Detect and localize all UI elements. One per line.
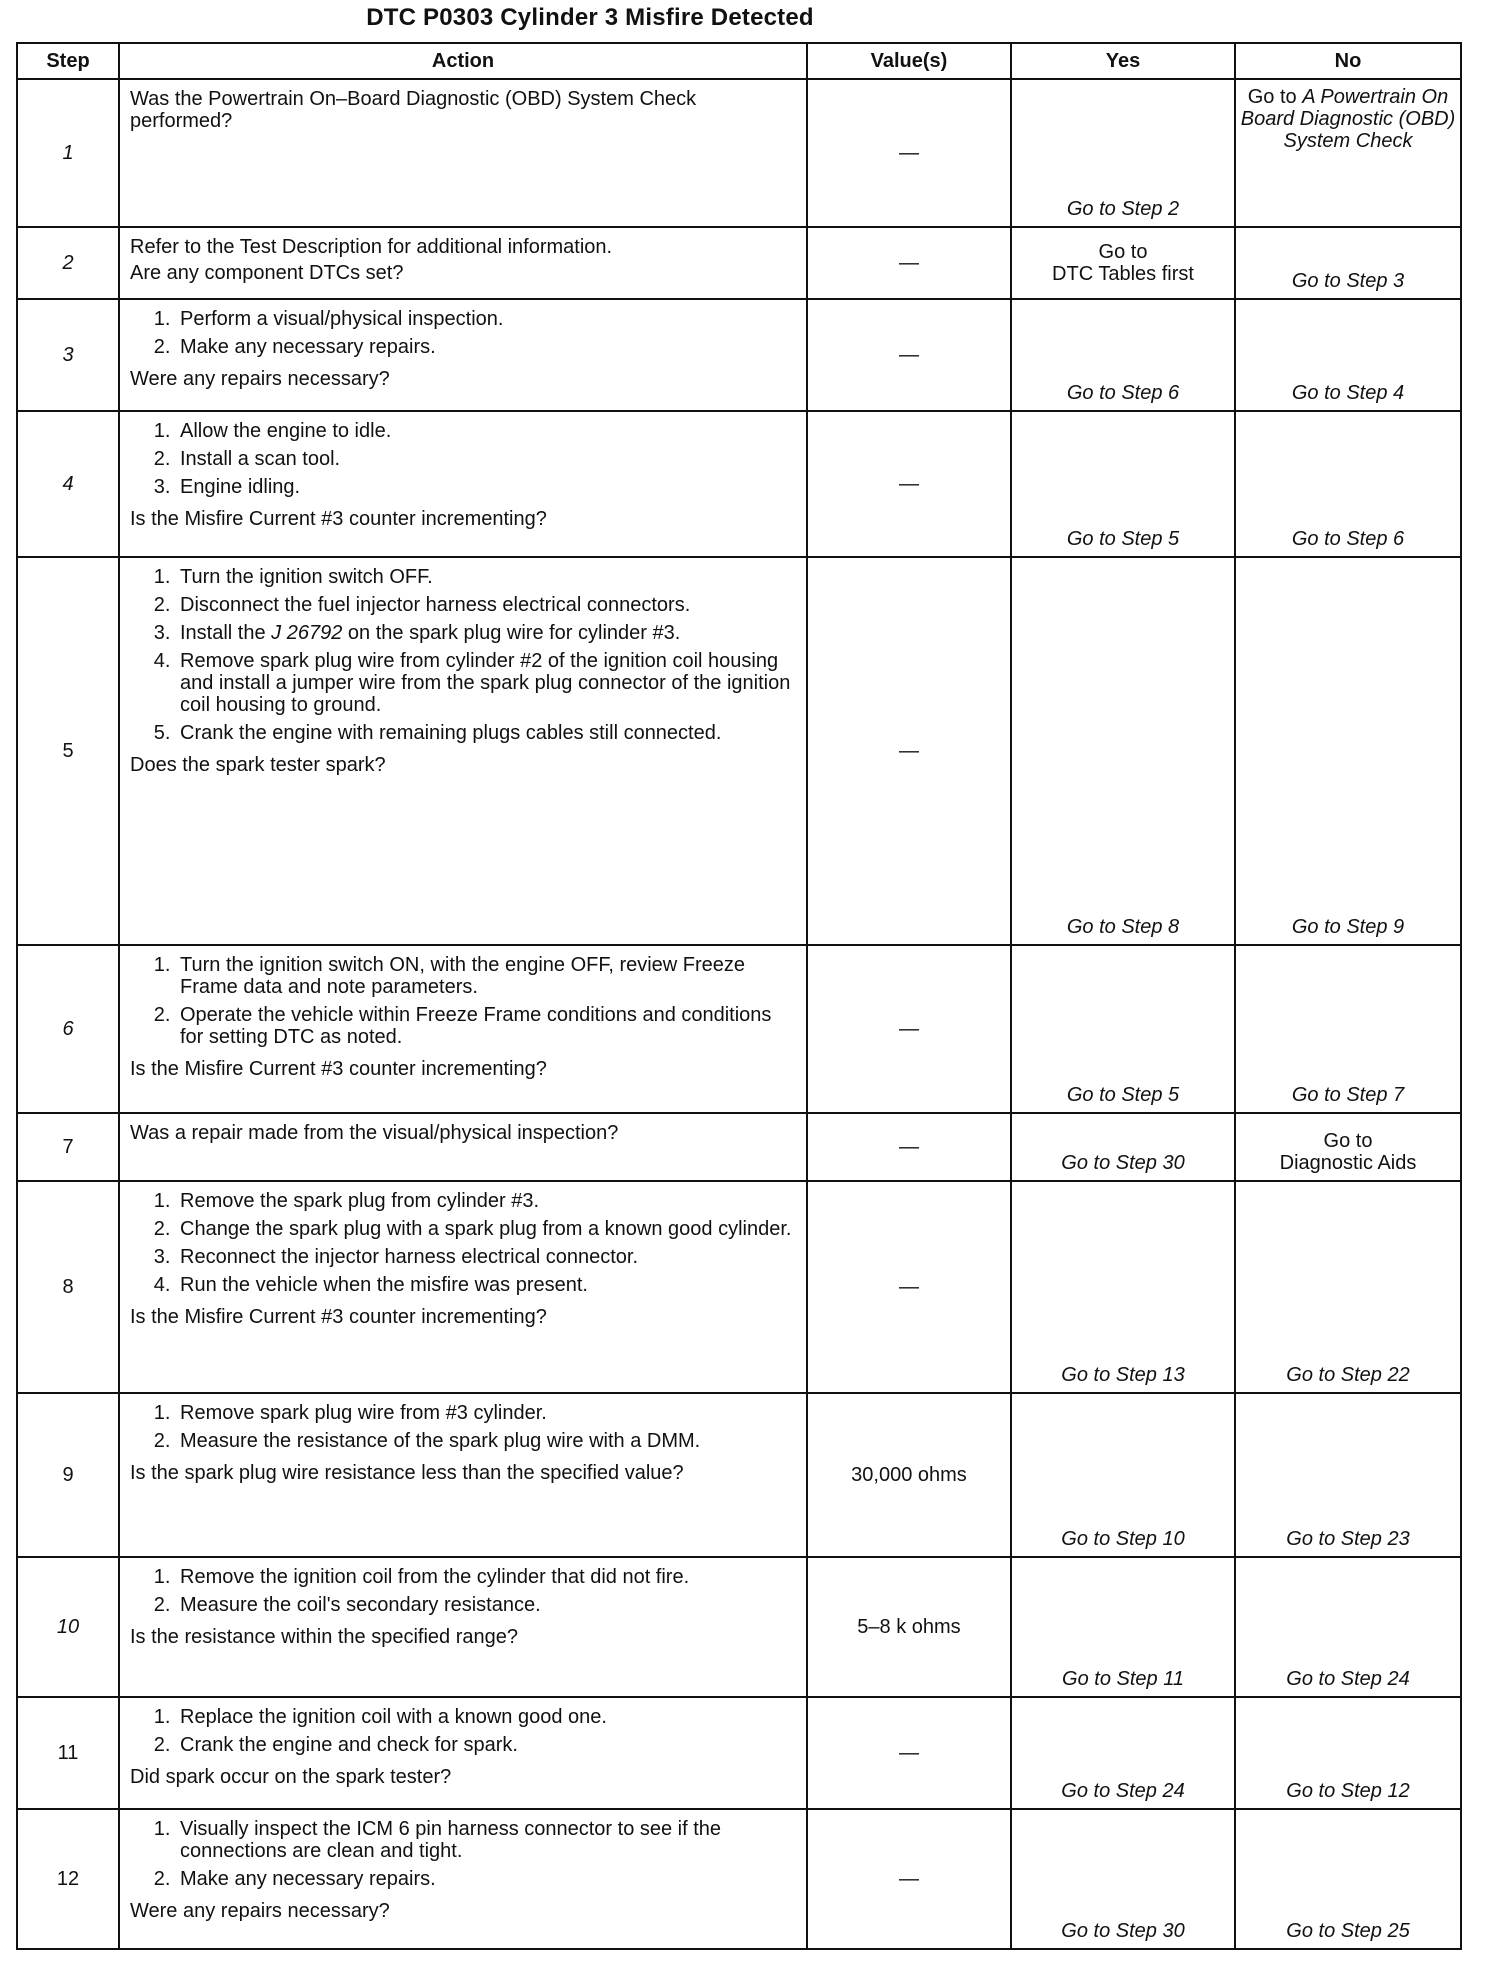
no-go-to: Go to Step 6 bbox=[1235, 411, 1461, 557]
action-step: 1. Visually inspect the ICM 6 pin harness connector to see if the connections are clean and tight. bbox=[176, 1818, 798, 1862]
no-go-to: Go to Step 4 bbox=[1235, 299, 1461, 411]
action-cell bbox=[119, 227, 807, 299]
yes-go-to: Go to Step 8 bbox=[1011, 557, 1235, 945]
action-cell bbox=[119, 1181, 807, 1393]
no-go-to: Go to Step 3 bbox=[1235, 227, 1461, 299]
action-steps bbox=[130, 1566, 798, 1622]
value-cell: 5–8 k ohms bbox=[807, 1557, 1011, 1697]
action-step: 2. Operate the vehicle within Freeze Frame conditions and conditions for setting DTC as noted. bbox=[176, 1004, 798, 1048]
action-question: Were any repairs necessary? bbox=[130, 1900, 390, 1922]
yes-go-to: Go to Step 13 bbox=[1011, 1181, 1235, 1393]
yes-go-to: Go to Step 30 bbox=[1011, 1113, 1235, 1181]
yes-go-to: Go to Step 5 bbox=[1011, 411, 1235, 557]
action-step: 1. Remove the spark plug from cylinder #3. bbox=[176, 1190, 798, 1212]
yes-go-to: Go to Step 5 bbox=[1011, 945, 1235, 1113]
table-row-step-11 bbox=[17, 1697, 1461, 1809]
header-step: Step bbox=[17, 43, 119, 79]
action-step: 2. Measure the resistance of the spark plug wire with a DMM. bbox=[176, 1430, 798, 1452]
yes-go-to-line2: DTC Tables first bbox=[1052, 263, 1194, 285]
diagnostic-table bbox=[16, 42, 1462, 1950]
action-step: 2. Make any necessary repairs. bbox=[176, 336, 798, 358]
action-question: Did spark occur on the spark tester? bbox=[130, 1766, 452, 1788]
action-step-text: on the spark plug wire for cylinder #3. bbox=[342, 622, 681, 644]
table-row-step-5 bbox=[17, 557, 1461, 945]
action-step: 3. Engine idling. bbox=[176, 476, 798, 498]
action-step: 2. Disconnect the fuel injector harness electrical connectors. bbox=[176, 594, 798, 616]
action-step: 4. Remove spark plug wire from cylinder #2 of the ignition coil housing and install a jumper wire from the spark plug connector of the ignition coil housing to ground. bbox=[176, 650, 798, 716]
step-number: 11 bbox=[17, 1697, 119, 1809]
action-step: 1. Remove the ignition coil from the cylinder that did not fire. bbox=[176, 1566, 798, 1588]
table-row-step-12 bbox=[17, 1809, 1461, 1949]
action-step: 2. Crank the engine and check for spark. bbox=[176, 1734, 798, 1756]
tool-number: J 26792 bbox=[271, 622, 343, 644]
action-step: 4. Run the vehicle when the misfire was present. bbox=[176, 1274, 798, 1296]
step-number: 8 bbox=[17, 1181, 119, 1393]
table-row-step-3 bbox=[17, 299, 1461, 411]
step-number: 4 bbox=[17, 411, 119, 557]
action-step: 1. Turn the ignition switch OFF. bbox=[176, 566, 798, 588]
action-steps bbox=[130, 1706, 798, 1762]
table-row-step-8 bbox=[17, 1181, 1461, 1393]
value-cell: — bbox=[807, 945, 1011, 1113]
action-cell bbox=[119, 557, 807, 945]
action-question: Is the spark plug wire resistance less than the specified value? bbox=[130, 1462, 684, 1484]
value-cell: — bbox=[807, 1113, 1011, 1181]
value-cell: — bbox=[807, 1697, 1011, 1809]
action-step: 1. Perform a visual/physical inspection. bbox=[176, 308, 798, 330]
action-text: Was a repair made from the visual/physical inspection? bbox=[130, 1122, 619, 1144]
step-number: 7 bbox=[17, 1113, 119, 1181]
step-number: 2 bbox=[17, 227, 119, 299]
no-go-to-prefix: Go to bbox=[1247, 86, 1303, 108]
step-number: 9 bbox=[17, 1393, 119, 1557]
action-question: Is the Misfire Current #3 counter incrementing? bbox=[130, 508, 547, 530]
table-row-step-4 bbox=[17, 411, 1461, 557]
action-cell bbox=[119, 1393, 807, 1557]
action-step: 2. Measure the coil's secondary resistance. bbox=[176, 1594, 798, 1616]
action-steps bbox=[130, 566, 798, 750]
yes-go-to: Go to Step 2 bbox=[1011, 79, 1235, 227]
action-step bbox=[176, 622, 798, 644]
table-row-step-1 bbox=[17, 79, 1461, 227]
table-row-step-9 bbox=[17, 1393, 1461, 1557]
value-cell: — bbox=[807, 1181, 1011, 1393]
yes-go-to: Go to Step 11 bbox=[1011, 1557, 1235, 1697]
action-step: 1. Remove spark plug wire from #3 cylinder. bbox=[176, 1402, 798, 1424]
value-cell: 30,000 ohms bbox=[807, 1393, 1011, 1557]
action-steps bbox=[130, 308, 798, 364]
no-go-to: Go to Step 22 bbox=[1235, 1181, 1461, 1393]
value-cell: — bbox=[807, 299, 1011, 411]
header-no: No bbox=[1235, 43, 1461, 79]
action-cell bbox=[119, 299, 807, 411]
table-row-step-2 bbox=[17, 227, 1461, 299]
header-values: Value(s) bbox=[807, 43, 1011, 79]
action-question: Is the Misfire Current #3 counter incrementing? bbox=[130, 1306, 547, 1328]
no-go-to: Go to Step 25 bbox=[1235, 1809, 1461, 1949]
step-number: 12 bbox=[17, 1809, 119, 1949]
action-cell bbox=[119, 1809, 807, 1949]
action-cell bbox=[119, 1113, 807, 1181]
action-step: 1. Turn the ignition switch ON, with the engine OFF, review Freeze Frame data and note parameters. bbox=[176, 954, 798, 998]
action-step-text: Install the bbox=[180, 622, 272, 644]
table-row-step-10 bbox=[17, 1557, 1461, 1697]
action-step: 3. Reconnect the injector harness electrical connector. bbox=[176, 1246, 798, 1268]
yes-go-to: Go to Step 10 bbox=[1011, 1393, 1235, 1557]
yes-go-to bbox=[1011, 227, 1235, 299]
value-cell: — bbox=[807, 227, 1011, 299]
action-cell bbox=[119, 1697, 807, 1809]
action-steps bbox=[130, 954, 798, 1054]
no-go-to bbox=[1235, 79, 1461, 227]
action-question: Does the spark tester spark? bbox=[130, 754, 386, 776]
header-row bbox=[17, 43, 1461, 79]
header-yes: Yes bbox=[1011, 43, 1235, 79]
step-number: 1 bbox=[17, 79, 119, 227]
table-row-step-7 bbox=[17, 1113, 1461, 1181]
action-steps bbox=[130, 1402, 798, 1458]
action-question: Is the resistance within the specified range? bbox=[130, 1626, 518, 1648]
action-step: 2. Change the spark plug with a spark plug from a known good cylinder. bbox=[176, 1218, 798, 1240]
page-title: DTC P0303 Cylinder 3 Misfire Detected bbox=[366, 4, 814, 31]
no-go-to bbox=[1235, 1113, 1461, 1181]
action-step: 5. Crank the engine with remaining plugs cables still connected. bbox=[176, 722, 798, 744]
action-question: Were any repairs necessary? bbox=[130, 368, 390, 390]
action-steps bbox=[130, 1190, 798, 1302]
yes-go-to: Go to Step 6 bbox=[1011, 299, 1235, 411]
action-steps bbox=[130, 1818, 798, 1896]
step-number: 3 bbox=[17, 299, 119, 411]
action-text: Was the Powertrain On–Board Diagnostic (OBD) System Check performed? bbox=[130, 88, 697, 132]
value-cell: — bbox=[807, 1809, 1011, 1949]
value-cell: — bbox=[807, 79, 1011, 227]
action-text: Refer to the Test Description for additional information. bbox=[130, 236, 613, 258]
yes-go-to: Go to Step 30 bbox=[1011, 1809, 1235, 1949]
step-number: 10 bbox=[17, 1557, 119, 1697]
table-row-step-6 bbox=[17, 945, 1461, 1113]
no-go-to-line1: Go to bbox=[1323, 1130, 1373, 1152]
no-go-to: Go to Step 12 bbox=[1235, 1697, 1461, 1809]
no-go-to: Go to Step 7 bbox=[1235, 945, 1461, 1113]
no-go-to: Go to Step 24 bbox=[1235, 1557, 1461, 1697]
action-step: 2. Install a scan tool. bbox=[176, 448, 798, 470]
action-cell bbox=[119, 945, 807, 1113]
action-question: Is the Misfire Current #3 counter incrementing? bbox=[130, 1058, 547, 1080]
step-number: 6 bbox=[17, 945, 119, 1113]
yes-go-to-line1: Go to bbox=[1098, 241, 1148, 263]
header-action: Action bbox=[119, 43, 807, 79]
action-steps bbox=[130, 420, 798, 504]
no-go-to-link: A Powertrain On Board Diagnostic (OBD) System Check bbox=[1240, 86, 1456, 152]
action-cell bbox=[119, 79, 807, 227]
action-step: 1. Allow the engine to idle. bbox=[176, 420, 798, 442]
value-cell: — bbox=[807, 557, 1011, 945]
no-go-to: Go to Step 23 bbox=[1235, 1393, 1461, 1557]
step-number: 5 bbox=[17, 557, 119, 945]
action-question: Are any component DTCs set? bbox=[130, 262, 404, 284]
no-go-to: Go to Step 9 bbox=[1235, 557, 1461, 945]
action-cell bbox=[119, 1557, 807, 1697]
action-step: 2. Make any necessary repairs. bbox=[176, 1868, 798, 1890]
action-cell bbox=[119, 411, 807, 557]
value-cell: — bbox=[807, 411, 1011, 557]
yes-go-to: Go to Step 24 bbox=[1011, 1697, 1235, 1809]
action-step: 1. Replace the ignition coil with a known good one. bbox=[176, 1706, 798, 1728]
no-go-to-line2: Diagnostic Aids bbox=[1279, 1152, 1417, 1174]
